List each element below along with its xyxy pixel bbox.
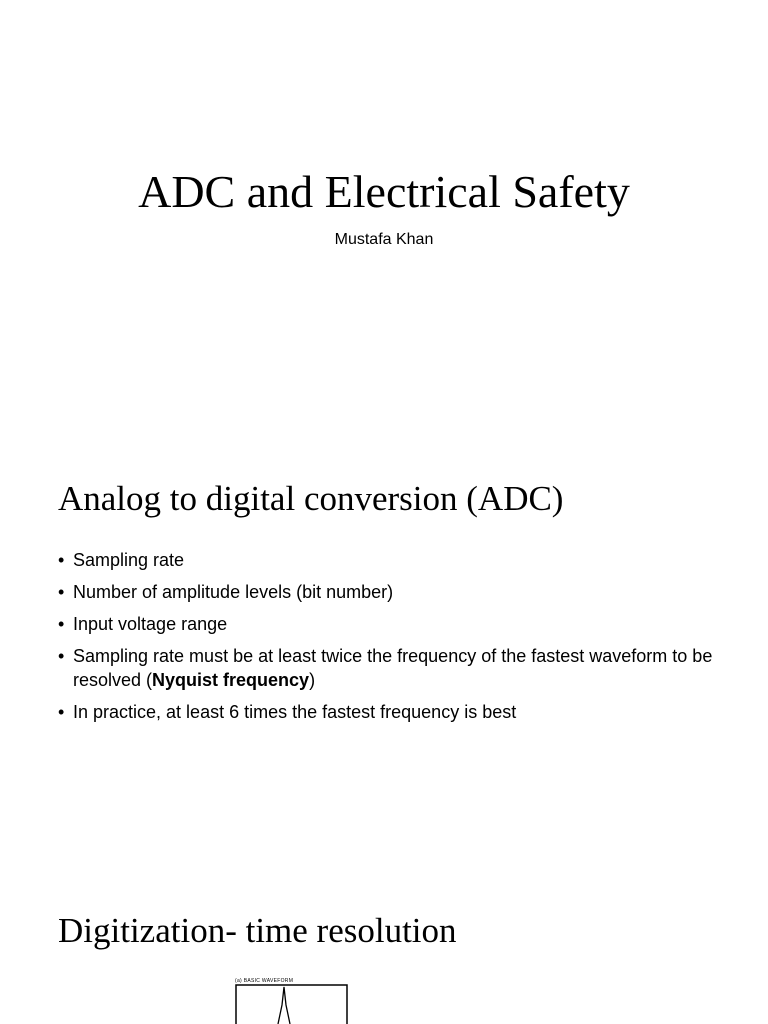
plot-frame <box>236 985 347 1024</box>
bullet-icon: • <box>58 702 65 722</box>
figure-caption: (a) BASIC WAVEFORM <box>235 978 294 984</box>
section-title-digitization: Digitization- time resolution <box>58 911 457 950</box>
bullet-icon: • <box>58 614 65 634</box>
bullet-icon: • <box>58 550 65 570</box>
nyquist-term: Nyquist frequency <box>152 670 310 690</box>
bullet-icon: • <box>58 646 65 666</box>
bullet-list <box>58 548 738 732</box>
slide-title: ADC and Electrical Safety <box>138 166 630 217</box>
list-item: • Sampling rate must be at least twice the frequency of the fastest waveform to be resolved (Nyquist frequency) <box>58 646 713 690</box>
waveform-figure <box>160 975 418 1024</box>
list-item: • Number of amplitude levels (bit number) <box>58 582 394 602</box>
bullet-icon: • <box>58 582 65 602</box>
waveform-line <box>278 987 290 1024</box>
author-name: Mustafa Khan <box>334 231 434 248</box>
list-item: • Input voltage range <box>58 614 228 634</box>
list-item: • In practice, at least 6 times the fastest frequency is best <box>58 702 517 722</box>
section-title-adc: Analog to digital conversion (ADC) <box>58 479 564 518</box>
list-item: • Sampling rate <box>58 550 185 570</box>
